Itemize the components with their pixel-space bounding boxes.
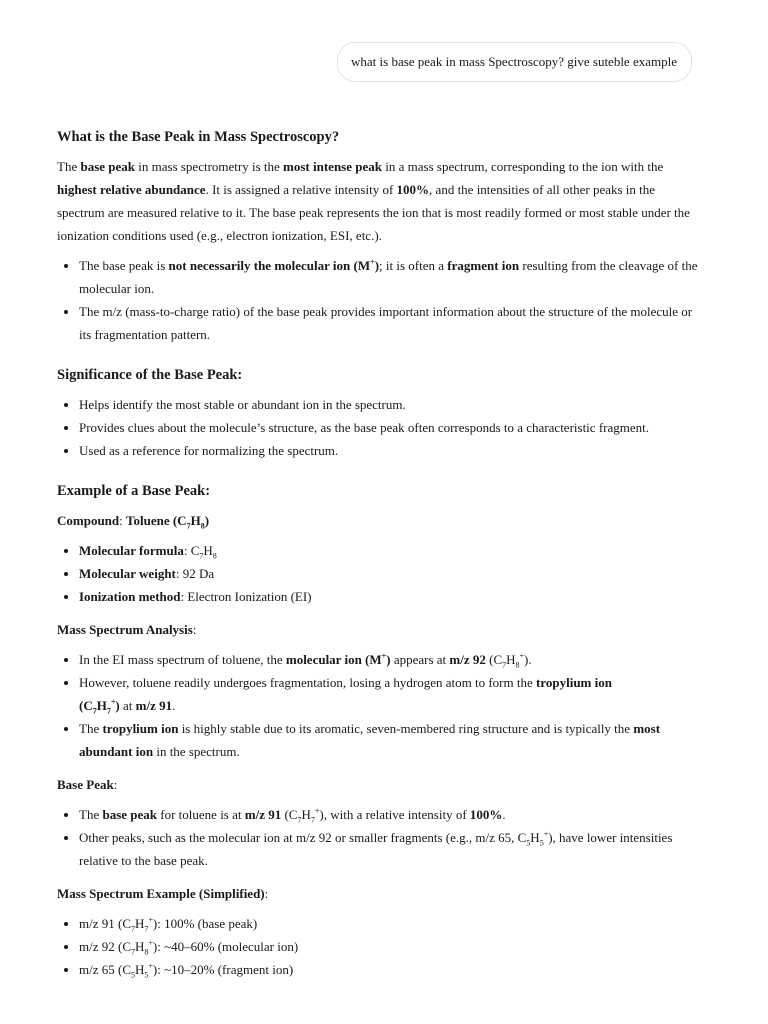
analysis-heading: Mass Spectrum Analysis:	[57, 622, 197, 637]
heading-what-is-base-peak: What is the Base Peak in Mass Spectroscopy?	[57, 129, 340, 145]
list-item: • Ionization method: Electron Ionization (EI)	[79, 585, 705, 608]
list-item: • Other peaks, such as the molecular ion at m/z 92 or smaller fragments (e.g., m/z 65, $C_5H_5^+$), have lower intensities relative to the base peak.	[79, 826, 705, 872]
compound-line: Compound: Toluene $(C_7H_8)$	[57, 513, 210, 531]
base-peak-list	[57, 803, 705, 872]
analysis-list	[57, 648, 705, 763]
base-peak-heading: Base Peak:	[57, 777, 118, 792]
list-item: • Molecular formula: $C_7H_8$	[79, 539, 705, 562]
list-item: • m/z 91 $(C_7H_7^+)$: 100% (base peak)	[79, 912, 705, 935]
heading-significance: Significance of the Base Peak:	[57, 367, 243, 383]
user-message-bubble: what is base peak in mass Spectroscopy? give suteble example	[337, 42, 692, 82]
list-item: • m/z 92 $(C_7H_8^+)$: ~40–60% (molecular ion)	[79, 935, 705, 958]
list-item: • In the EI mass spectrum of toluene, the molecular ion (M+) appears at m/z 92 $(C_7H_8^+)$.	[79, 648, 705, 671]
heading-example: Example of a Base Peak:	[57, 483, 211, 499]
list-item: • However, toluene readily undergoes fragmentation, losing a hydrogen atom to form the tropylium ion $(C_7H_7^+)$ at m/z 91.	[79, 671, 705, 717]
list-item: • The m/z (mass-to-charge ratio) of the base peak provides important information about the structure of the molecule or its fragmentation pattern.	[79, 300, 705, 346]
intro-bullet-list	[57, 254, 705, 346]
list-item: • Used as a reference for normalizing the spectrum.	[79, 439, 705, 462]
significance-list	[57, 393, 705, 462]
compound-list	[57, 539, 705, 608]
list-item: • m/z 65 $(C_5H_5^+)$: ~10–20% (fragment ion)	[79, 958, 705, 981]
list-item: • The tropylium ion is highly stable due to its aromatic, seven-membered ring structure and is typically the most abundant ion in the spectrum.	[79, 717, 705, 763]
list-item: • The base peak is not necessarily the molecular ion (M+); it is often a fragment ion resulting from the cleavage of the molecular ion.	[79, 254, 705, 300]
list-item: • Molecular weight: 92 Da	[79, 562, 705, 585]
list-item: • Provides clues about the molecule’s structure, as the base peak often corresponds to a characteristic fragment.	[79, 416, 705, 439]
list-item: • Helps identify the most stable or abundant ion in the spectrum.	[79, 393, 705, 416]
spectrum-example-heading: Mass Spectrum Example (Simplified):	[57, 886, 269, 901]
assistant-answer	[57, 126, 705, 981]
list-item: • The base peak for toluene is at m/z 91 $(C_7H_7^+)$, with a relative intensity of 100%.	[79, 803, 705, 826]
intro-paragraph: The base peak in mass spectrometry is the most intense peak in a mass spectrum, corresponding to the ion with the highest relative abundance. It is assigned a relative intensity of 100%, and the intensities of all other peaks in the spectrum are measured relative to it. The base peak represents the ion that is most readily formed or most stable under the ionization conditions used (e.g., electron ionization, ESI, etc.).	[57, 159, 690, 243]
spectrum-example-list	[57, 912, 705, 981]
